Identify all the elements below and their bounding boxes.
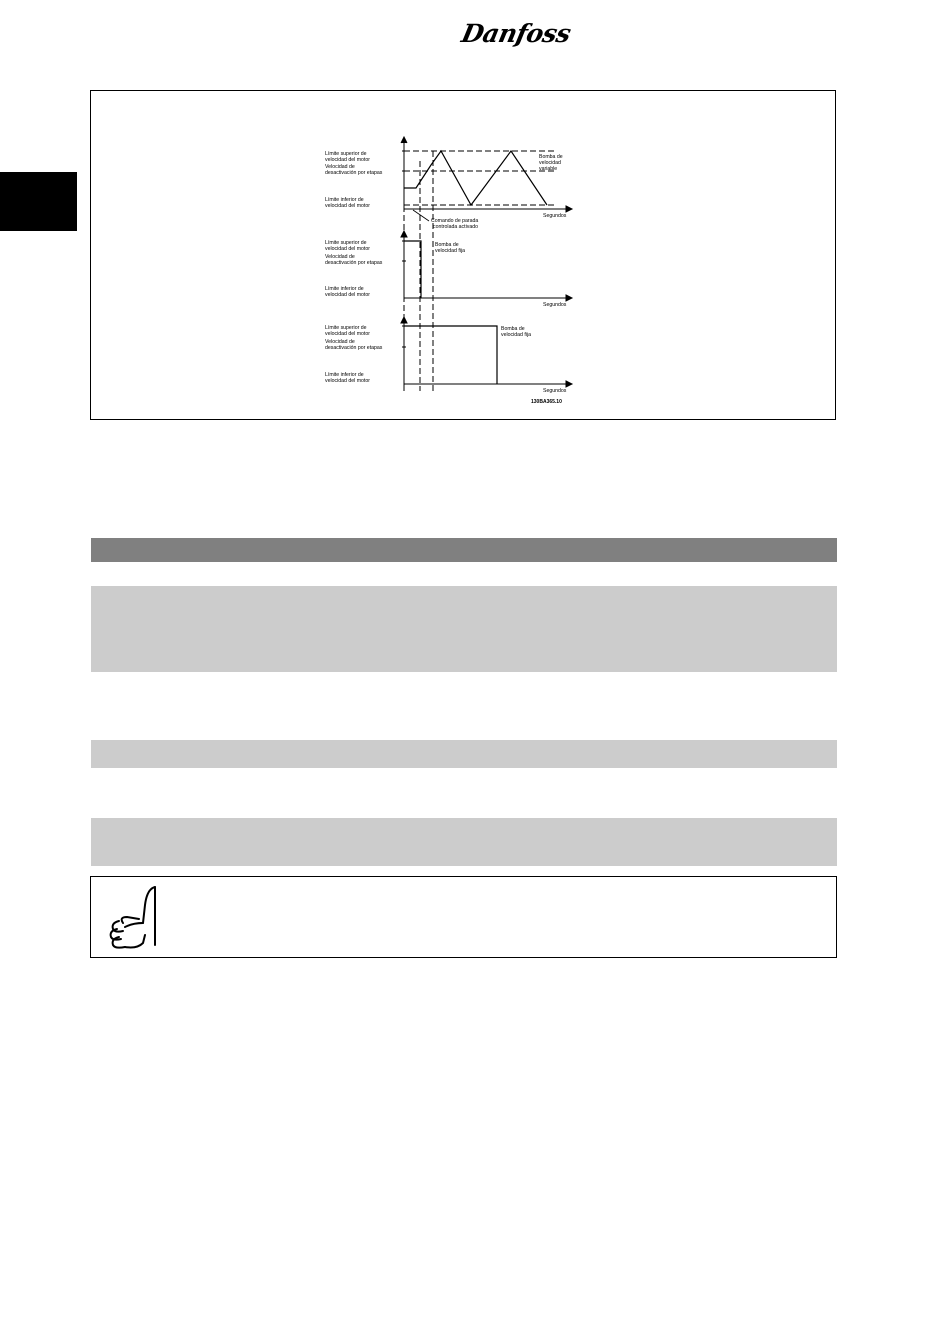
p1-label-destage-2: desactivación por etapas (325, 170, 383, 176)
panel3-fixed-pump-trace (404, 326, 497, 384)
p3-x-label: Segundos (543, 388, 567, 394)
p2-label-lower-2: velocidad del motor (325, 292, 370, 298)
p3-label-lower-1: Límite inferior de (325, 372, 364, 378)
panel1-y-arrow (401, 137, 407, 143)
panel2-fixed-pump-trace (404, 241, 421, 298)
p1-annotation-stop-1: Comando de parada (431, 218, 479, 224)
p2-label-upper-1: Límite superior de (325, 240, 367, 246)
note-box (90, 876, 837, 958)
staging-figure (90, 90, 836, 420)
p1-label-lower-1: Límite inferior de (325, 197, 364, 203)
p3-annotation-fixed-2: velocidad fija (501, 332, 531, 338)
p1-label-lower-2: velocidad del motor (325, 203, 370, 209)
panel3-y-arrow (401, 317, 407, 323)
p2-label-upper-2: velocidad del motor (325, 246, 370, 252)
p3-label-upper-2: velocidad del motor (325, 331, 370, 337)
p3-label-upper-1: Límite superior de (325, 325, 367, 331)
section-header-bar (91, 538, 837, 562)
p2-label-lower-1: Límite inferior de (325, 286, 364, 292)
p2-annotation-fixed-2: velocidad fija (435, 248, 465, 254)
panel3-x-arrow (566, 381, 572, 387)
parameter-block-2 (91, 740, 837, 768)
p2-annotation-fixed-1: Bomba de (435, 242, 459, 248)
parameter-block-1 (91, 586, 837, 672)
p2-label-destage-2: desactivación por etapas (325, 260, 383, 266)
p1-x-label: Segundos (543, 213, 567, 219)
p1-annotation-variable-3: variable (539, 166, 558, 172)
p1-annotation-variable-2: velocidad (539, 160, 561, 166)
pointing-hand-icon (103, 883, 169, 953)
p2-x-label: Segundos (543, 302, 567, 308)
p3-label-destage-1: Velocidad de (325, 339, 355, 345)
panel2-y-arrow (401, 231, 407, 237)
panel1-x-arrow (566, 206, 572, 212)
p2-label-destage-1: Velocidad de (325, 254, 355, 260)
p1-label-destage-1: Velocidad de (325, 164, 355, 170)
panel2-x-arrow (566, 295, 572, 301)
p3-label-lower-2: velocidad del motor (325, 378, 370, 384)
danfoss-logo (458, 18, 574, 52)
parameter-block-3 (91, 818, 837, 866)
p1-annotation-stop-2: controlada activado (433, 224, 478, 230)
p3-label-destage-2: desactivación por etapas (325, 345, 383, 351)
panel1-variable-pump-trace (404, 151, 547, 205)
chapter-side-tab (0, 172, 77, 231)
p3-annotation-fixed-1: Bomba de (501, 326, 525, 332)
p1-label-upper-1: Límite superior de (325, 151, 367, 157)
panel1-stop-pointer (413, 210, 429, 221)
p1-annotation-variable-1: Bomba de (539, 154, 563, 160)
p1-label-upper-2: velocidad del motor (325, 157, 370, 163)
brand-logo-text: Danfoss (458, 19, 574, 48)
figure-code: 130BA365.10 (531, 399, 562, 405)
staging-diagram (91, 91, 837, 421)
